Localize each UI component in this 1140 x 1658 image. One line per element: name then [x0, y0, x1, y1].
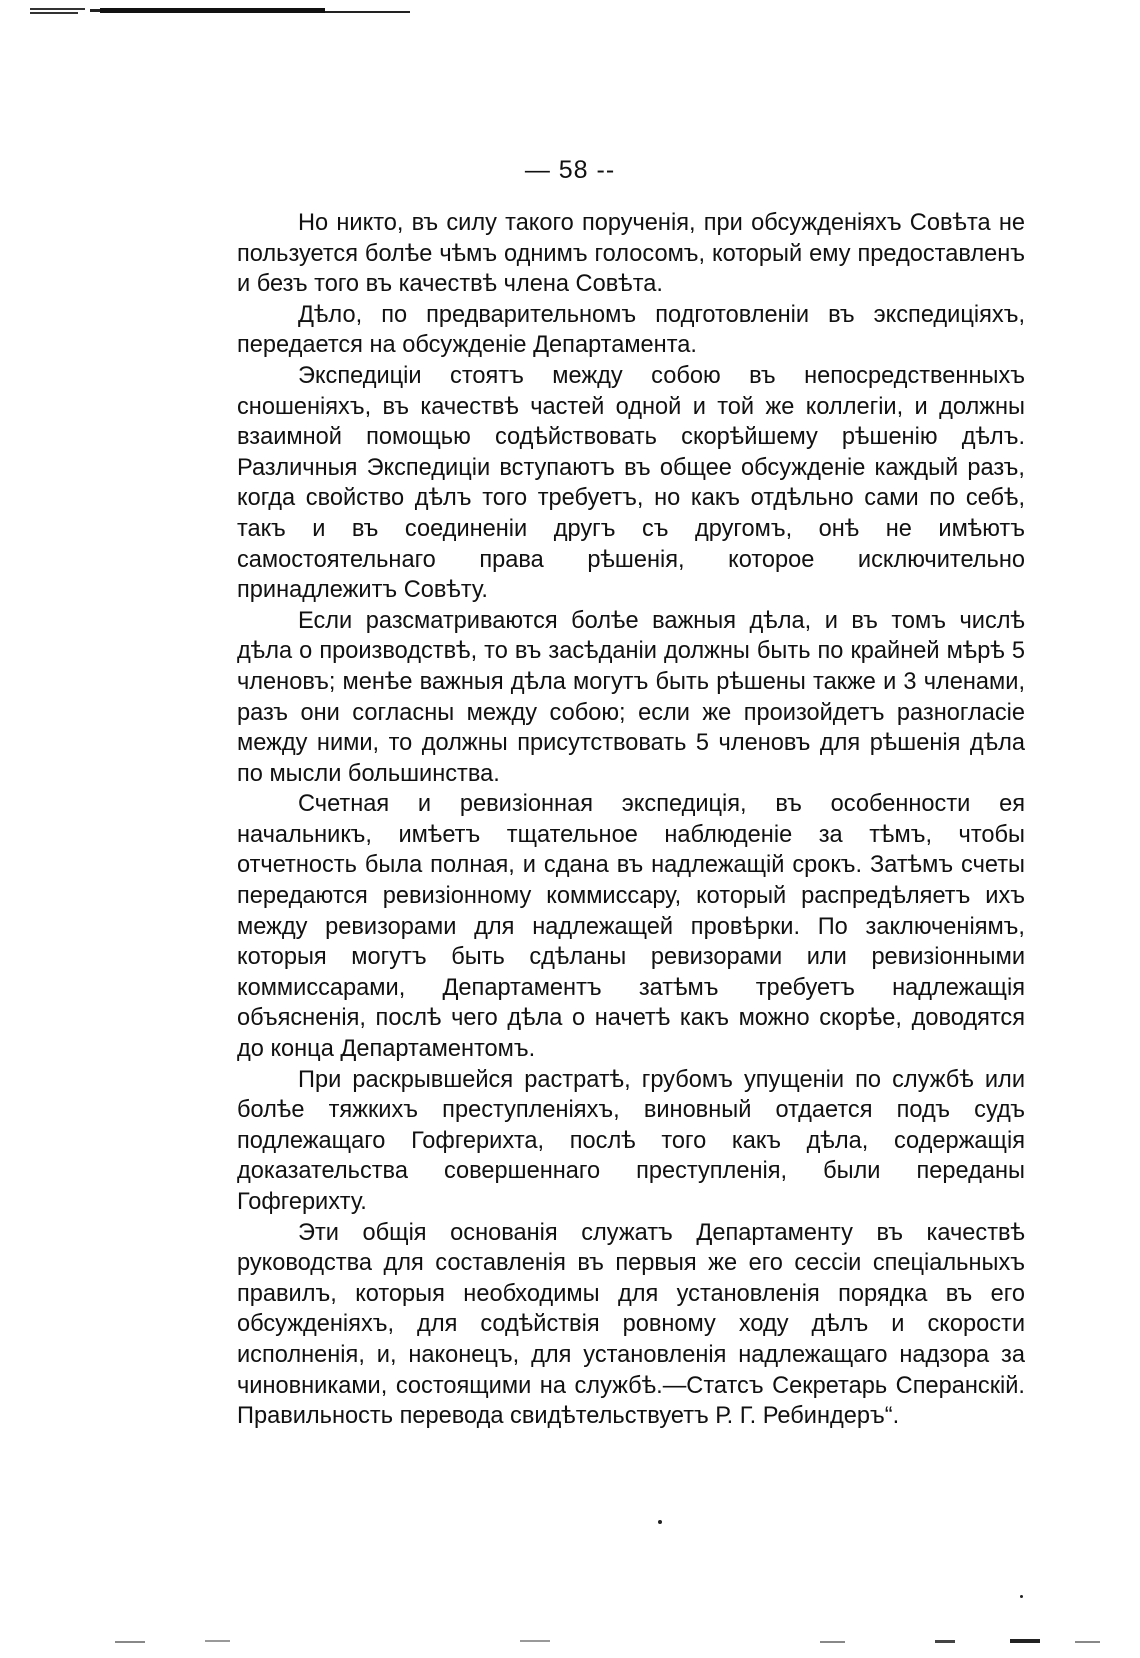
page-number: — 58 --	[524, 156, 616, 184]
scan-speck	[658, 1520, 662, 1524]
body-text	[237, 208, 1025, 1432]
paragraph: Если разсматриваются болѣе важныя дѣла, и въ томъ числѣ дѣла о производствѣ, то въ засѣданіи должны быть по крайней мѣрѣ 5 членовъ; менѣе важныя дѣла могутъ быть рѣшены также и 3 членами, разъ они согласны между собою; если же произойдетъ разногласіе между ними, то должны присутствовать 5 членовъ для рѣшенія дѣла по мысли большинства.	[237, 607, 1025, 787]
paragraph: Дѣло, по предварительномъ подготовленіи въ экспедиціяхъ, передается на обсужденіе Департамента.	[237, 301, 1025, 359]
paragraph: Счетная и ревизіонная экспедиція, въ особенности ея начальникъ, имѣетъ тщательное наблюденіе за тѣмъ, чтобы отчетность была полная, и сдана въ надлежащій срокъ. Затѣмъ счеты передаются ревизіонному коммиссару, который распредѣляетъ ихъ между ревизорами для надлежащей провѣрки. По заключеніямъ, которыя могутъ быть сдѣланы ревизорами или ревизіонными коммиссарами, Департаментъ затѣмъ требуетъ надлежащія объясненія, послѣ чего дѣла о начетѣ какъ можно скорѣе, доводятся до конца Департаментомъ.	[237, 791, 1025, 1063]
scan-speck	[1020, 1595, 1023, 1598]
paragraph: Эти общія основанія служатъ Департаменту въ качествѣ руководства для составленія въ первыя же его сессіи спеціальныхъ правилъ, которыя необходимы для установленія порядка въ его обсужденіяхъ, для содѣйствія ровному ходу дѣлъ и скорости исполненія, и, наконецъ, для установленія надлежащаго надзора за чиновниками, состоящими на службѣ.—Статсъ Секретарь Сперанскій. Правильность перевода свидѣтельствуетъ Р. Г. Ребиндеръ“.	[237, 1219, 1025, 1430]
paragraph: Но никто, въ силу такого порученія, при обсужденіяхъ Совѣта не пользуется болѣе чѣмъ однимъ голосомъ, который ему предоставленъ и безъ того въ качествѣ члена Совѣта.	[237, 210, 1025, 298]
paragraph: При раскрывшейся растратѣ, грубомъ упущеніи по службѣ или болѣе тяжкихъ преступленіяхъ, виновный отдается подъ судъ подлежащаго Гофгерихта, послѣ того какъ дѣла, содержащія доказательства совершеннаго преступленія, были переданы Гофгерихту.	[237, 1066, 1025, 1215]
paragraph: Экспедиціи стоятъ между собою въ непосредственныхъ сношеніяхъ, въ качествѣ частей одной и той же коллегіи, и должны взаимной помощью содѣйствовать скорѣйшему рѣшенію дѣлъ. Различныя Экспедиціи вступаютъ въ общее обсужденіе каждый разъ, когда свойство дѣлъ того требуетъ, но какъ отдѣльно сами по себѣ, такъ и въ соединеніи другъ съ другомъ, онѣ не имѣютъ самостоятельнаго права рѣшенія, которое исключительно принадлежитъ Совѣту.	[237, 362, 1025, 604]
scan-edge-bottom	[0, 1636, 1140, 1648]
scan-edge-top	[30, 8, 410, 16]
